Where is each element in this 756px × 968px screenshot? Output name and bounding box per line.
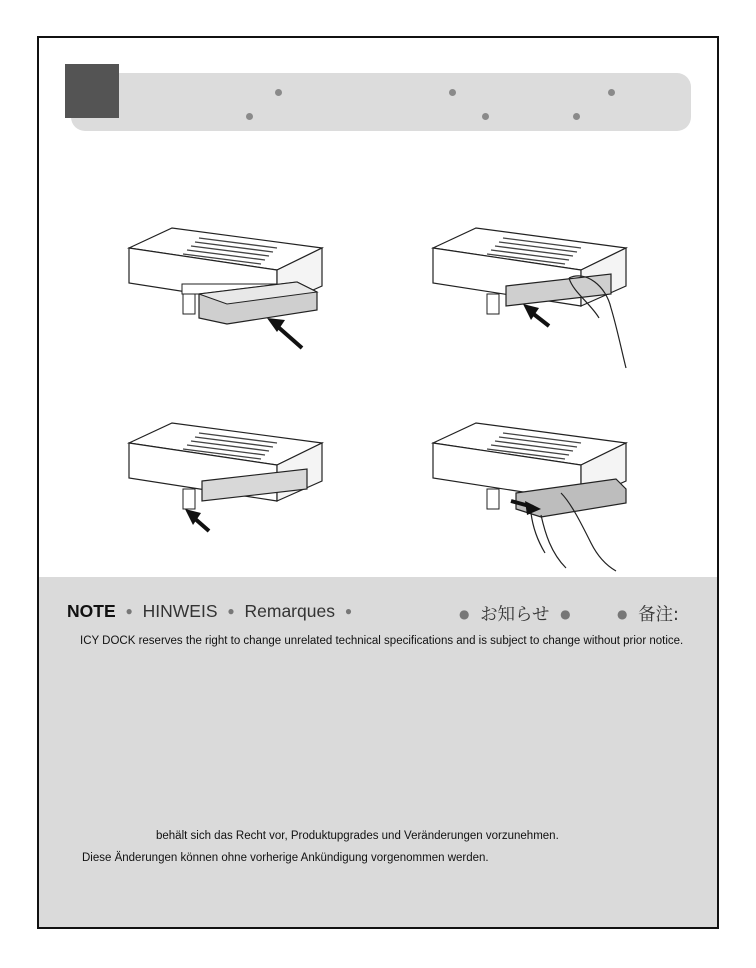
header-bar [71, 73, 691, 131]
note-heading-zh [612, 601, 679, 626]
note-text-de-line2: Diese Änderungen können ohne vorherige Ankündigung vorgenommen werden. [82, 852, 489, 864]
installation-figures [39, 168, 717, 568]
note-heading [67, 601, 357, 622]
note-text-de-line1: behält sich das Recht vor, Produktupgrades und Veränderungen vorzunehmen. [156, 830, 559, 842]
figure-drive-insert [117, 208, 347, 378]
bullet-dot [449, 89, 456, 96]
bullet-dot [275, 89, 282, 96]
drive-insert-illustration-icon [117, 208, 347, 378]
separator-dot-icon: ● [560, 607, 571, 621]
figure-eject-button [117, 403, 347, 573]
note-heading-ja [454, 601, 576, 626]
separator-dot-icon: ● [459, 607, 470, 621]
push-tray-finger-illustration-icon [421, 208, 651, 378]
zh-label: 备注: [638, 605, 679, 625]
drive-remove-hand-illustration-icon [421, 403, 651, 573]
hinweis-label: HINWEIS [142, 601, 218, 621]
bullet-dot [246, 113, 253, 120]
separator-dot-icon: ● [125, 604, 133, 618]
note-text-en: ICY DOCK reserves the right to change unrelated technical specifications and is subject to change without prior notice. [80, 635, 684, 647]
separator-dot-icon: ● [617, 607, 628, 621]
bullet-dot [482, 113, 489, 120]
figure-drive-remove [421, 403, 651, 573]
separator-dot-icon: ● [344, 604, 353, 618]
section-tab-marker [65, 64, 119, 118]
eject-button-press-illustration-icon [117, 403, 347, 573]
bullet-dot [608, 89, 615, 96]
note-label: NOTE [67, 601, 116, 621]
figure-push-tray [421, 208, 651, 378]
bullet-dot [573, 113, 580, 120]
separator-dot-icon: ● [227, 604, 235, 618]
ja-label: お知らせ [480, 605, 550, 625]
remarques-label: Remarques [244, 601, 335, 621]
note-panel [39, 577, 717, 929]
manual-page [37, 36, 719, 929]
